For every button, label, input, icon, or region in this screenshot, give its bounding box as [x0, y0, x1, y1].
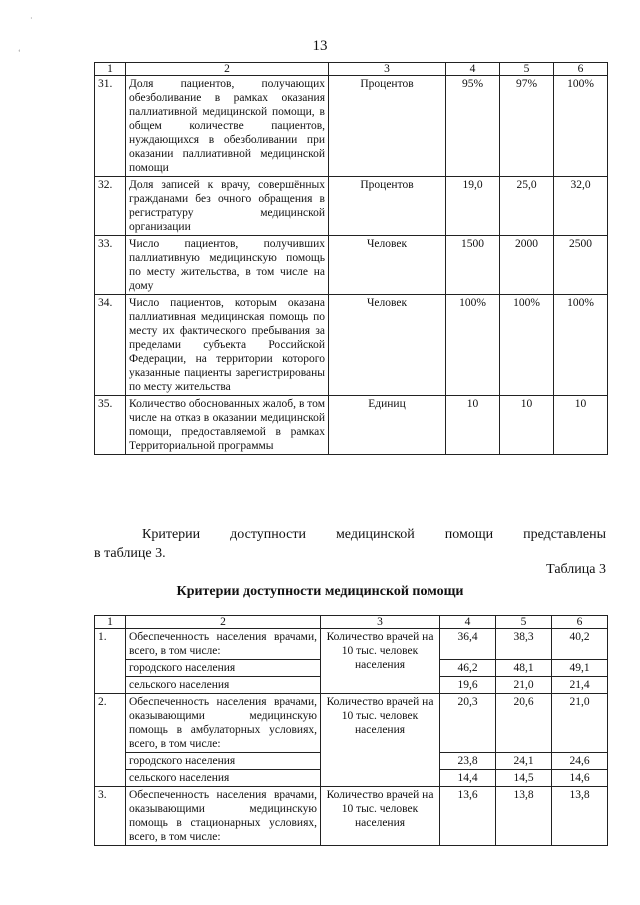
row-number: 3. — [95, 787, 126, 846]
row-unit: Количество врачей на 10 тыс. человек населения — [321, 629, 440, 694]
row-unit: Единиц — [329, 396, 446, 455]
row-number: 2. — [95, 694, 126, 787]
row-value: 100% — [446, 295, 500, 396]
header-cell: 3 — [329, 63, 446, 76]
row-description: Количество обоснованных жалоб, в том числе на отказ в оказании медицинской помощи, предоставляемой в рамках Территориальной программы — [126, 396, 329, 455]
paragraph-line: Критерии доступности медицинской помощи представлены — [142, 527, 606, 542]
accessibility-criteria-table — [94, 615, 608, 846]
row-value: 14,6 — [552, 770, 608, 787]
table-row — [95, 76, 608, 177]
subrow-label: городского населения — [126, 753, 321, 770]
header-cell: 6 — [552, 616, 608, 629]
table-row — [95, 629, 608, 660]
paragraph-line: в таблице 3. — [94, 546, 166, 561]
row-value: 20,6 — [496, 694, 552, 753]
row-value: 100% — [554, 76, 608, 177]
indicators-table — [94, 62, 608, 455]
row-description: Обеспеченность населения врачами, оказывающими медицинскую помощь в стационарных условиях, всего, в том числе: — [126, 787, 321, 846]
row-value: 38,3 — [496, 629, 552, 660]
row-unit: Процентов — [329, 177, 446, 236]
row-value: 10 — [446, 396, 500, 455]
table-row — [95, 694, 608, 753]
row-value: 21,0 — [496, 677, 552, 694]
row-value: 14,5 — [496, 770, 552, 787]
row-value: 32,0 — [554, 177, 608, 236]
row-number: 32. — [95, 177, 126, 236]
table-title: Критерии доступности медицинской помощи — [176, 584, 464, 599]
row-value: 2500 — [554, 236, 608, 295]
row-value: 24,6 — [552, 753, 608, 770]
header-cell: 6 — [554, 63, 608, 76]
row-value: 10 — [554, 396, 608, 455]
scan-mark: ‘ — [18, 48, 21, 57]
table-row — [95, 295, 608, 396]
row-description: Доля пациентов, получающих обезболивание в рамках оказания паллиативной медицинской помощи, в общем количестве пациентов, нуждающихся в обезболивании при оказании паллиативной медицинской помощи — [126, 76, 329, 177]
row-number: 35. — [95, 396, 126, 455]
row-value: 1500 — [446, 236, 500, 295]
table-row — [95, 177, 608, 236]
header-cell: 4 — [440, 616, 496, 629]
row-number: 34. — [95, 295, 126, 396]
row-unit: Человек — [329, 295, 446, 396]
header-cell: 1 — [95, 616, 126, 629]
row-value: 2000 — [500, 236, 554, 295]
row-value: 13,8 — [496, 787, 552, 846]
header-cell: 5 — [500, 63, 554, 76]
header-cell: 2 — [126, 63, 329, 76]
row-value: 14,4 — [440, 770, 496, 787]
scan-mark: · — [30, 14, 33, 23]
row-value: 100% — [554, 295, 608, 396]
row-value: 20,3 — [440, 694, 496, 753]
header-cell: 1 — [95, 63, 126, 76]
header-cell: 3 — [321, 616, 440, 629]
row-description: Доля записей к врачу, совершённых гражданами без очного обращения в регистратуру медицинской организации — [126, 177, 329, 236]
row-value: 46,2 — [440, 660, 496, 677]
paragraph — [94, 525, 606, 563]
row-value: 95% — [446, 76, 500, 177]
row-value: 40,2 — [552, 629, 608, 660]
row-value: 36,4 — [440, 629, 496, 660]
row-number: 33. — [95, 236, 126, 295]
table-row — [95, 396, 608, 455]
row-number: 1. — [95, 629, 126, 694]
table-row — [95, 787, 608, 846]
row-value: 19,0 — [446, 177, 500, 236]
row-value: 25,0 — [500, 177, 554, 236]
row-description: Число пациентов, получивших паллиативную медицинскую помощь по месту жительства, в том числе на дому — [126, 236, 329, 295]
row-description: Обеспеченность населения врачами, оказывающими медицинскую помощь в амбулаторных условиях, всего, в том числе: — [126, 694, 321, 753]
page-number: 13 — [312, 38, 328, 54]
header-cell: 4 — [446, 63, 500, 76]
row-description: Обеспеченность населения врачами, всего, в том числе: — [126, 629, 321, 660]
subrow-label: сельского населения — [126, 677, 321, 694]
row-unit: Количество врачей на 10 тыс. человек населения — [321, 694, 440, 787]
row-number: 31. — [95, 76, 126, 177]
table-label: Таблица 3 — [546, 562, 606, 577]
subrow-label: городского населения — [126, 660, 321, 677]
table-header-row — [95, 63, 608, 76]
table-row — [95, 236, 608, 295]
header-cell: 2 — [126, 616, 321, 629]
row-value: 10 — [500, 396, 554, 455]
row-value: 100% — [500, 295, 554, 396]
row-unit: Процентов — [329, 76, 446, 177]
row-value: 13,6 — [440, 787, 496, 846]
row-value: 48,1 — [496, 660, 552, 677]
row-description: Число пациентов, которым оказана паллиативная медицинская помощь по месту их фактического пребывания за пределами субъекта Российской Федерации, на территории которого указанные пациенты зарегистрированы по месту жительства — [126, 295, 329, 396]
row-value: 49,1 — [552, 660, 608, 677]
subrow-label: сельского населения — [126, 770, 321, 787]
row-unit: Количество врачей на 10 тыс. человек населения — [321, 787, 440, 846]
row-value: 13,8 — [552, 787, 608, 846]
row-value: 21,4 — [552, 677, 608, 694]
row-unit: Человек — [329, 236, 446, 295]
row-value: 24,1 — [496, 753, 552, 770]
row-value: 97% — [500, 76, 554, 177]
row-value: 21,0 — [552, 694, 608, 753]
table-header-row — [95, 616, 608, 629]
header-cell: 5 — [496, 616, 552, 629]
row-value: 19,6 — [440, 677, 496, 694]
row-value: 23,8 — [440, 753, 496, 770]
